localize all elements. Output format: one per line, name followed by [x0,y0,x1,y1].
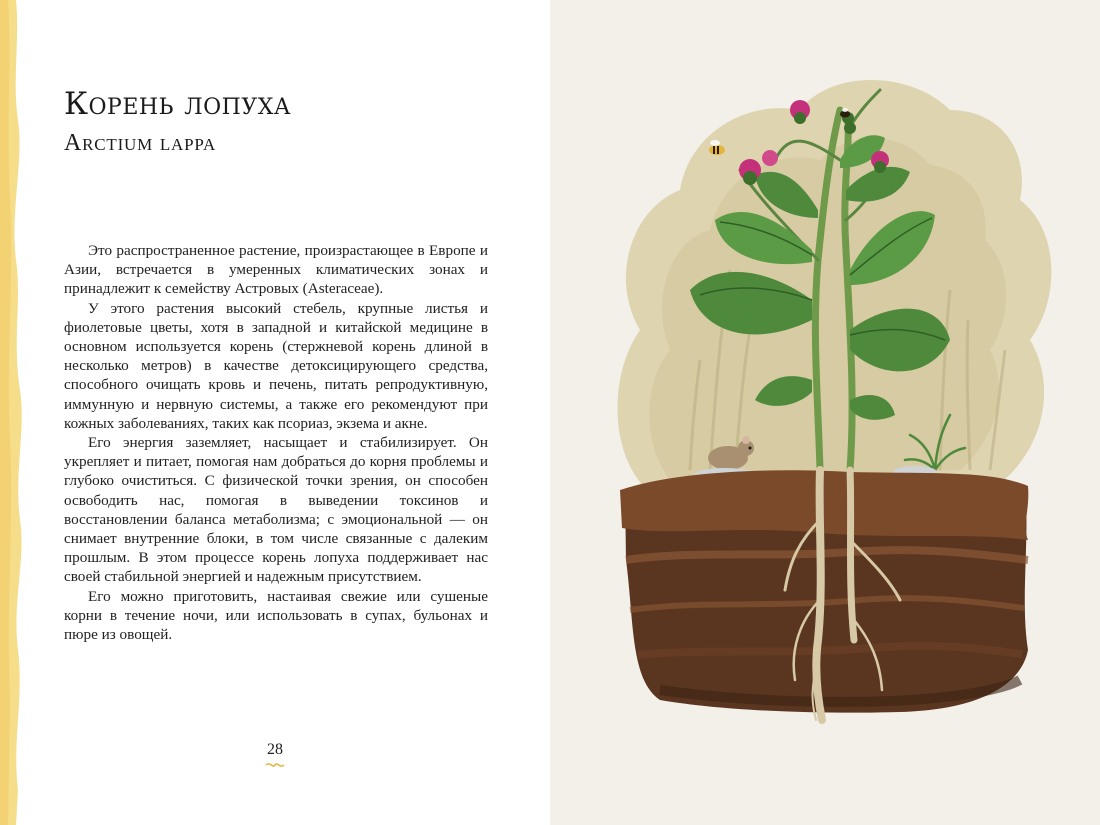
paragraph: Его энергия заземляет, насыщает и стабилизирует. Он укрепляет и питает, помогая нам добраться до корня проблемы и глубоко очиститься. С физической точки зрения, он способен освободить нас, помогая в выведении токсинов и восстановлении баланса метаболизма; с эмоциональной — он снимает внутренние блоки, в том числе связанные с далеким прошлым. В этом процессе корень лопуха поддерживает нас своей стабильной энергией и надежным присутствием. [64,434,488,586]
yellow-watercolor-edge [0,0,30,825]
page-title: Корень лопуха [64,86,292,122]
latin-name: Arctium lappa [64,130,217,156]
page-number-flourish [264,761,286,769]
paragraph: У этого растения высокий стебель, крупные листья и фиолетовые цветы, хотя в западной и китайской медицине в основном используется корень (стержневой корень длиной в несколько метров) в качестве детоксицирующего средства, способного очищать кровь и печень, питать репродуктивную, иммунную и нервную системы, а также его рекомендуют при кожных заболеваниях, таких как псориаз, экзема и акне. [64,299,488,432]
page-number: 28 [267,741,283,758]
paragraph: Это распространенное растение, произрастающее в Европе и Азии, встречается в умеренных климатических зонах и принадлежит к семейству Астровых (Asteraceae). [64,242,488,298]
paragraph: Его можно приготовить, настаивая свежие или сушеные корни в течение ночи, или использовать в супах, бульонах и пюре из овощей. [64,587,488,644]
body-text [64,241,488,644]
right-page [550,0,1100,825]
burdock-illustration [550,0,1100,825]
